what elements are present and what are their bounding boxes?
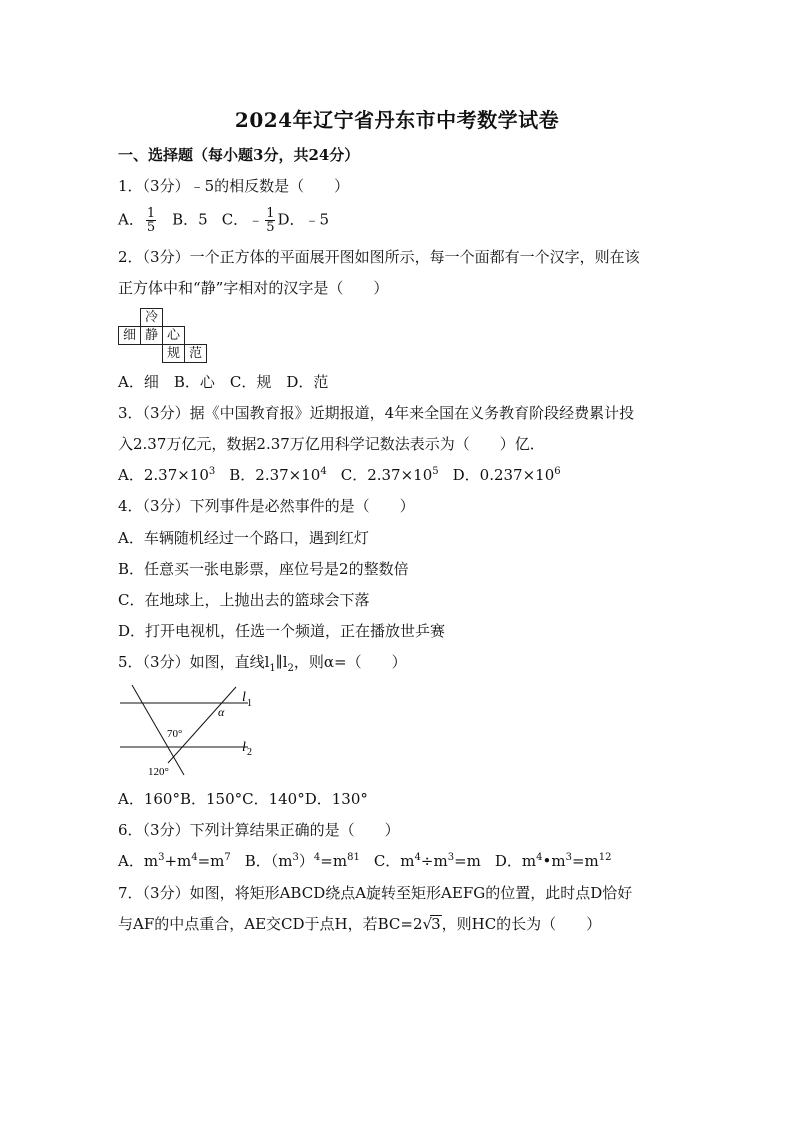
exponent: 4: [536, 852, 543, 863]
text: •m: [542, 852, 566, 870]
exponent: 3: [158, 852, 165, 863]
fraction-denominator: 5: [146, 220, 156, 235]
exponent: 4: [191, 852, 198, 863]
q4-option-a: A．车辆随机经过一个路口，遇到红灯: [118, 529, 369, 547]
q3-option-c-base: C．2.37×10: [340, 466, 433, 484]
text: C．m: [373, 852, 415, 870]
q6-option-d: [495, 852, 612, 870]
q3-option-b-base: B．2.37×10: [229, 466, 321, 484]
exponent: 12: [598, 852, 612, 863]
label-l2: l: [242, 740, 246, 755]
transversal-right: [168, 687, 236, 763]
net-cell-fan: 范: [184, 344, 207, 363]
text: =m: [454, 852, 481, 870]
q1-option-a-fraction: [146, 207, 156, 234]
exponent: 3: [565, 852, 572, 863]
radical-sign: √: [422, 915, 433, 933]
q3-options: [118, 465, 561, 485]
q2-stem-line2: 正方体中和“静”字相对的汉字是（ ）: [118, 279, 389, 297]
exponent: 3: [208, 466, 216, 477]
fraction-numerator: 1: [266, 206, 275, 221]
radical-coefficient: 2: [412, 915, 423, 933]
q3-option-a-base: A．2.37×10: [118, 466, 209, 484]
cube-net-figure: [118, 308, 208, 364]
q6-stem: 6．（3分）下列计算结果正确的是（ ）: [118, 821, 400, 839]
q4-stem: 4．（3分）下列事件是必然事件的是（ ）: [118, 497, 415, 515]
section-heading: 一、选择题（每小题3分，共24分）: [118, 146, 360, 164]
text: ）: [298, 852, 314, 870]
q4-option-c: C．在地球上，上抛出去的篮球会下落: [118, 591, 370, 609]
net-cell-xi: 细: [118, 326, 141, 345]
net-cell-leng: 冷: [140, 308, 163, 327]
exponent: 81: [347, 852, 360, 863]
q3-stem-line1: 3．（3分）据《中国教育报》近期报道，4年来全国在义务教育阶段经费累计投: [118, 404, 635, 422]
label-l1-sub: 1: [247, 698, 252, 709]
net-cell-xin: 心: [162, 326, 185, 345]
q4-option-b: B．任意买一张电影票，座位号是2的整数倍: [118, 560, 409, 578]
q7-stem-line1: 7．（3分）如图，将矩形ABCD绕点A旋转至矩形AEFG的位置，此时点D恰好: [118, 884, 633, 902]
text: +m: [164, 852, 192, 870]
label-alpha: α: [218, 705, 225, 719]
q3-stem-line2: 入2.37万亿元，数据2.37万亿用科学记数法表示为（ ）亿．: [118, 435, 545, 453]
q6-options: [118, 851, 612, 871]
q6-option-a: [118, 852, 231, 870]
label-l1: l: [242, 690, 246, 705]
text: A．m: [118, 852, 159, 870]
text: =m: [197, 852, 225, 870]
q7-stem-line2-post: ，则HC的长为（ ）: [441, 915, 602, 933]
q3-option-c: [341, 466, 439, 484]
q5-stem: [118, 652, 407, 672]
exponent: 5: [432, 466, 439, 477]
q1-option-c-label: C．﹣: [221, 210, 264, 229]
q6-option-c: [374, 852, 481, 870]
text: ÷m: [420, 852, 448, 870]
subscript: 2: [287, 663, 294, 674]
q5-stem-post: ，则α=（ ）: [293, 653, 407, 671]
q4-option-d: D．打开电视机，任选一个频道，正在播放世乒赛: [118, 622, 446, 640]
radicand: 3: [431, 915, 441, 933]
exponent: 4: [320, 466, 327, 477]
q3-option-a: [118, 466, 215, 484]
q5-parallel: ∥l: [275, 653, 288, 671]
q1-option-d: D．﹣5: [277, 210, 330, 229]
exam-title: 2024年辽宁省丹东市中考数学试卷: [234, 108, 560, 132]
q6-option-b: [245, 852, 360, 870]
q1-options: [118, 207, 329, 234]
q1-stem: 1．（3分）﹣5的相反数是（ ）: [118, 177, 350, 195]
q7-stem-line2: [118, 914, 601, 934]
exponent: 4: [313, 852, 321, 863]
text: =m: [320, 852, 348, 870]
q3-option-b: [229, 466, 326, 484]
q1-option-a-label: A．: [118, 210, 144, 229]
q1-option-b: B．5: [172, 210, 208, 229]
q5-options: A．160°B．150°C．140°D．130°: [118, 790, 368, 808]
label-l2-sub: 2: [247, 747, 252, 758]
label-angle-120: 120°: [148, 766, 169, 778]
q2-stem-line1: 2．（3分）一个正方体的平面展开图如图所示，每一个面都有一个汉字，则在该: [118, 248, 640, 266]
q7-stem-line2-pre: 与AF的中点重合，AE交CD于点H，若BC=: [118, 915, 413, 933]
q3-option-d: [453, 466, 561, 484]
q2-options: A．细 B．心 C．规 D．范: [118, 373, 329, 391]
q5-stem-pre: 5．（3分）如图，直线l: [118, 653, 270, 671]
subscript: 1: [269, 663, 276, 674]
exponent: 7: [224, 852, 231, 863]
text: D．m: [494, 852, 537, 870]
q1-option-c-fraction: [265, 207, 275, 234]
exponent: 3: [292, 852, 299, 863]
net-cell-jing: 静: [140, 326, 163, 345]
fraction-denominator: 5: [266, 220, 275, 235]
exponent: 6: [554, 466, 561, 477]
text: B．（m: [244, 852, 293, 870]
q3-option-d-base: D．0.237×10: [452, 466, 555, 484]
exponent: 3: [447, 852, 455, 863]
fraction-numerator: 1: [146, 206, 156, 221]
net-cell-gui: 规: [162, 344, 185, 363]
parallel-lines-figure: [118, 683, 268, 779]
exponent: 4: [414, 852, 421, 863]
text: =m: [571, 852, 599, 870]
label-angle-70: 70°: [167, 728, 183, 740]
